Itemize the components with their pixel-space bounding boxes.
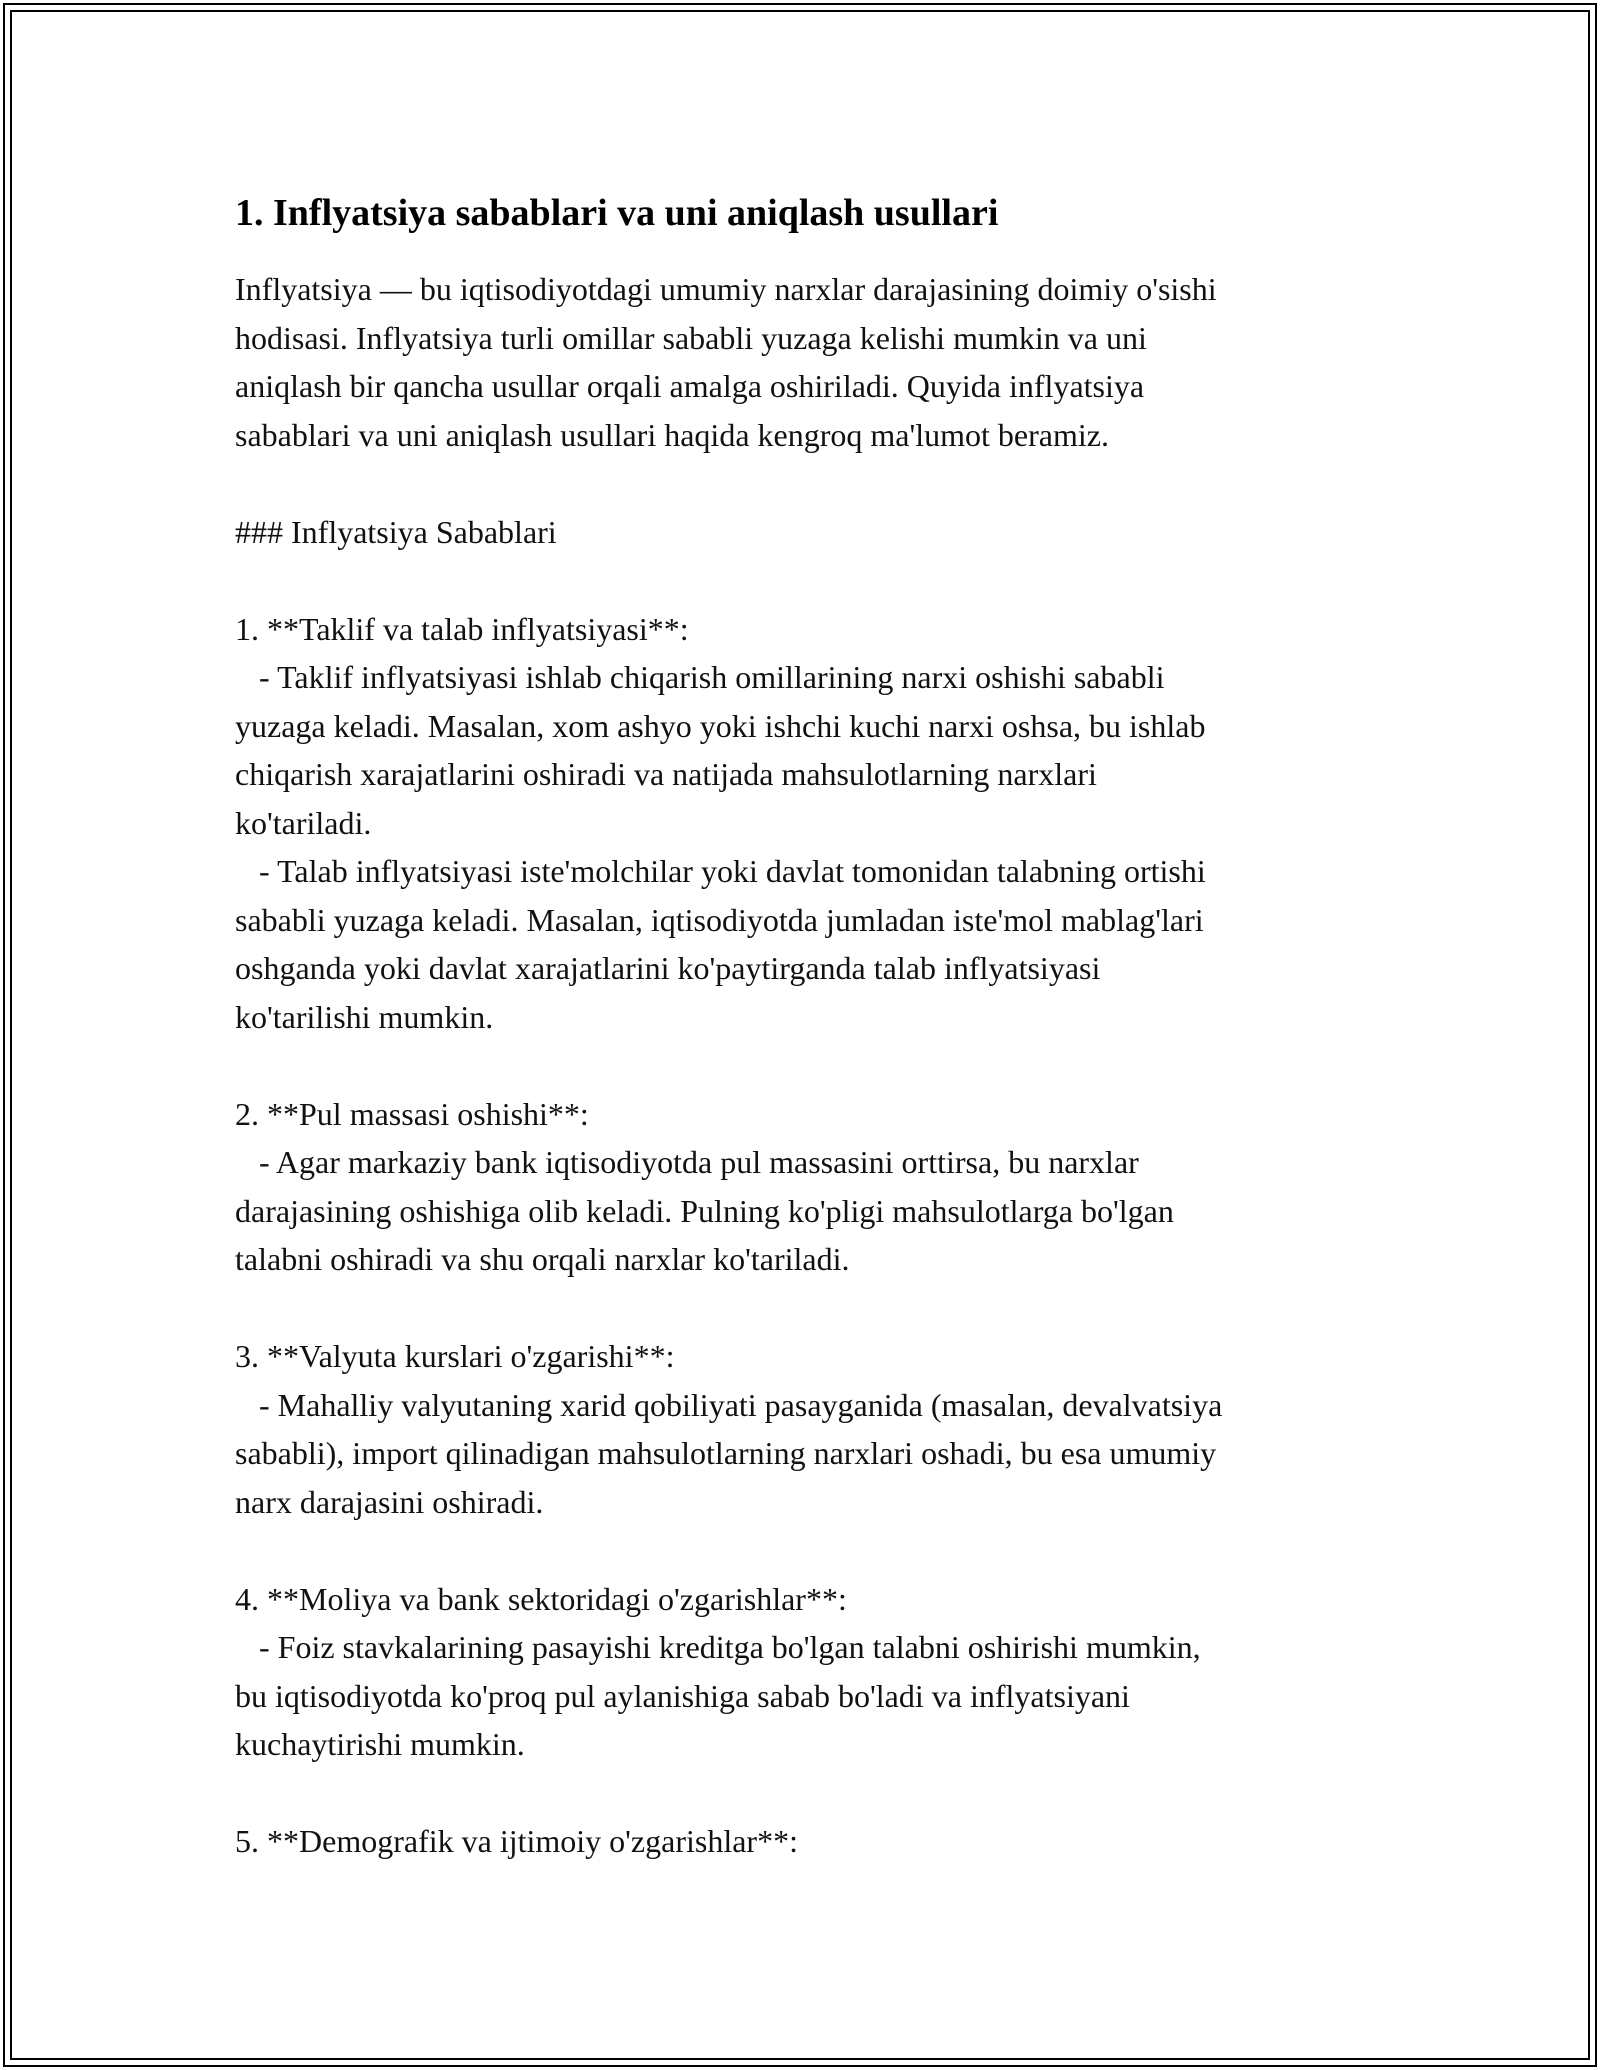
text-line: yuzaga keladi. Masalan, xom ashyo yoki ishchi kuchi narxi oshsa, bu ishlab <box>235 707 1206 744</box>
text-line: hodisasi. Inflyatsiya turli omillar sababli yuzaga kelishi mumkin va uni <box>235 319 1147 356</box>
text-line: - Agar markaziy bank iqtisodiyotda pul massasini orttirsa, bu narxlar <box>235 1144 1139 1180</box>
text-line: - Foiz stavkalarining pasayishi kreditga bo'lgan talabni oshirishi mumkin, <box>235 1629 1201 1665</box>
text-line: 5. **Demografik va ijtimoiy o'zgarishlar**: <box>235 1823 798 1859</box>
text-line: ko'tariladi. <box>235 804 372 841</box>
text-line <box>235 459 1385 508</box>
text-line: - Talab inflyatsiyasi iste'molchilar yoki davlat tomonidan talabning ortishi <box>235 853 1206 889</box>
text-line: ### Inflyatsiya Sabablari <box>235 513 557 550</box>
text-line: 4. **Moliya va bank sektoridagi o'zgarishlar**: <box>235 1580 847 1617</box>
text-line <box>235 1769 1385 1818</box>
text-line: kuchaytirishi mumkin. <box>235 1726 525 1762</box>
text-line: bu iqtisodiyotda ko'proq pul aylanishiga sabab bo'ladi va inflyatsiyani <box>235 1677 1130 1714</box>
text-line <box>235 1041 1385 1090</box>
text-line <box>235 1526 1385 1575</box>
text-line: sabablari va uni aniqlash usullari haqida kengroq ma'lumot beramiz. <box>235 416 1109 453</box>
text-line: darajasining oshishiga olib keladi. Pulning ko'pligi mahsulotlarga bo'lgan <box>235 1192 1174 1229</box>
text-line: narx darajasini oshiradi. <box>235 1483 544 1520</box>
text-line: 3. **Valyuta kurslari o'zgarishi**: <box>235 1338 675 1374</box>
text-line <box>235 1284 1385 1333</box>
text-line <box>235 556 1385 605</box>
text-line: aniqlash bir qancha usullar orqali amalga oshiriladi. Quyida inflyatsiya <box>235 368 1145 404</box>
document-body <box>235 265 1385 1866</box>
text-line: sababli), import qilinadigan mahsulotlarning narxlari oshadi, bu esa umumiy <box>235 1435 1217 1471</box>
text-line: chiqarish xarajatlarini oshiradi va natijada mahsulotlarning narxlari <box>235 756 1097 792</box>
text-line: 2. **Pul massasi oshishi**: <box>235 1095 589 1132</box>
document-title: 1. Inflyatsiya sabablari va uni aniqlash usullari <box>235 192 999 234</box>
text-line: - Mahalliy valyutaning xarid qobiliyati pasayganida (masalan, devalvatsiya <box>235 1386 1223 1423</box>
text-line: oshganda yoki davlat xarajatlarini ko'paytirganda talab inflyatsiyasi <box>235 950 1101 986</box>
text-line: sababli yuzaga keladi. Masalan, iqtisodiyotda jumladan iste'mol mablag'lari <box>235 901 1204 938</box>
document-content <box>235 187 1385 1866</box>
text-line: Inflyatsiya — bu iqtisodiyotdagi umumiy narxlar darajasining doimiy o'sishi <box>235 271 1217 307</box>
text-line: ko'tarilishi mumkin. <box>235 998 494 1035</box>
text-line: 1. **Taklif va talab inflyatsiyasi**: <box>235 610 689 647</box>
text-line: talabni oshiradi va shu orqali narxlar ko'tariladi. <box>235 1241 850 1277</box>
text-line: - Taklif inflyatsiyasi ishlab chiqarish omillarining narxi oshishi sababli <box>235 659 1165 695</box>
